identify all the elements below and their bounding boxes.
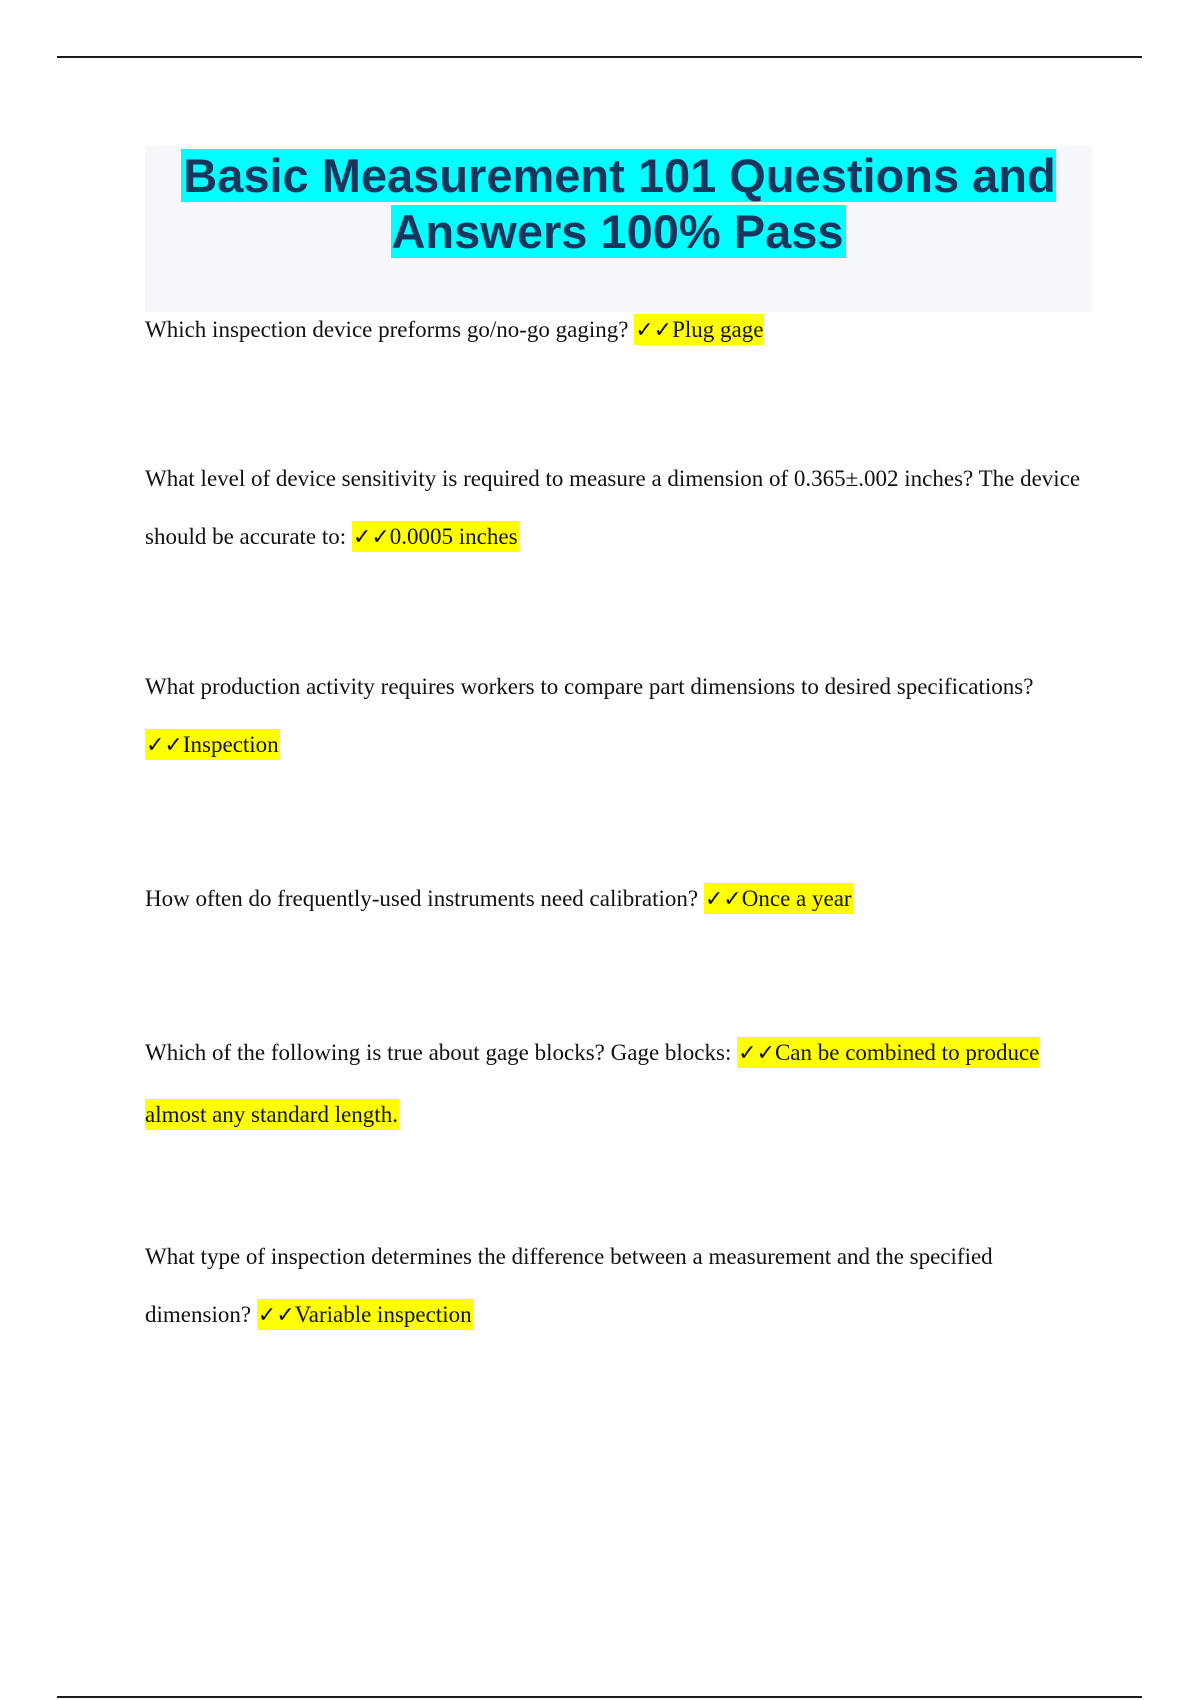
question-text: What production activity requires workers to compare part dimensions to desired specifications? <box>145 674 1034 699</box>
check-icon: ✓✓ <box>146 733 183 758</box>
check-icon: ✓✓ <box>704 887 742 912</box>
answer-highlight <box>704 883 853 914</box>
question-text: Which inspection device preforms go/no-go gaging? <box>145 317 629 342</box>
check-icon: ✓✓ <box>738 1041 775 1066</box>
check-icon: ✓✓ <box>257 1303 295 1328</box>
answer-highlight <box>257 1299 473 1330</box>
answer-text: Once a year <box>741 886 852 911</box>
answer-text: Inspection <box>182 732 279 757</box>
check-icon: ✓✓ <box>352 525 390 550</box>
answer-text: Plug gage <box>672 317 764 342</box>
answer-highlight <box>145 729 280 760</box>
page-title-text: Basic Measurement 101 Questions and Answers 100% Pass <box>183 149 1056 258</box>
answer-highlight <box>352 521 519 552</box>
header-rule <box>57 56 1142 58</box>
qa-item-5 <box>145 1022 1095 1145</box>
title-block <box>145 146 1092 312</box>
qa-item-3 <box>145 658 1095 775</box>
answer-text: Can be combined to produce almost any standard length. <box>145 1040 1040 1127</box>
question-text: Which of the following is true about gage blocks? Gage blocks: <box>145 1040 732 1065</box>
check-icon: ✓✓ <box>635 318 673 343</box>
qa-item-6 <box>145 1228 1095 1345</box>
qa-item-1 <box>145 301 1095 360</box>
page-title <box>145 148 1092 260</box>
footer-rule <box>57 1696 1142 1698</box>
question-text: What type of inspection determines the difference between a measurement and the specified dimension? <box>145 1244 993 1327</box>
answer-text: Variable inspection <box>294 1302 472 1327</box>
qa-item-2 <box>145 450 1095 567</box>
qa-item-4 <box>145 870 1095 929</box>
question-text: What level of device sensitivity is required to measure a dimension of 0.365±.002 inches? The device should be accurate to: <box>145 466 1081 549</box>
answer-highlight <box>634 314 764 345</box>
answer-text: 0.0005 inches <box>389 524 518 549</box>
question-text: How often do frequently-used instruments need calibration? <box>145 886 699 911</box>
